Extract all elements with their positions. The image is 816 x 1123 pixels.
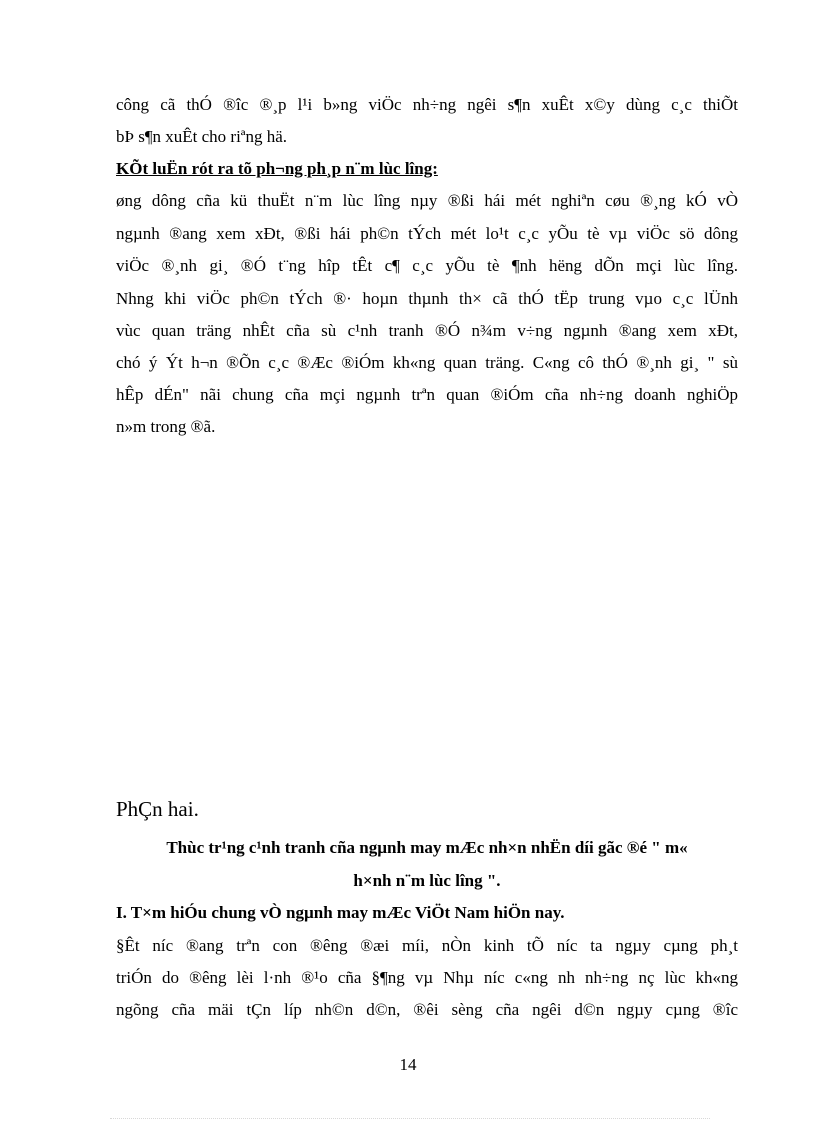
body-line: bÞ s¶n xuÊt cho riªng hä. [116,127,288,146]
page-number: 14 [399,1055,417,1074]
chapter-title-line: Thùc tr¹ng c¹nh tranh cña ngµnh may mÆc nh×n nhËn díi gãc ®é " m« [166,838,688,857]
conclusion-heading: KÕt luËn rót ra tõ ph¬ng ph¸p n¨m lùc lîng: [116,159,438,178]
section-heading: I. T×m hiÓu chung vÒ ngµnh may mÆc ViÖt Nam hiÖn nay. [116,903,565,922]
part-title: PhÇn hai. [116,797,199,821]
body-line: chó ý Ýt h¬n ®Õn c¸c ®Æc ®iÓm kh«ng quan träng. C«ng cô thÓ ®¸nh gi¸ " sù [116,353,738,372]
body-line: ngõng cña mäi tÇn líp nh©n d©n, ®êi sèng cña ngêi d©n ngµy cµng ®îc [116,1000,738,1019]
body-line: hÊp dÉn" nãi chung cña mçi ngµnh trªn quan ®iÓm cña nh÷ng doanh nghiÖp [116,385,738,404]
body-line: công cã thÓ ®îc ®¸p l¹i b»ng viÖc nh÷ng ngêi s¶n xuÊt x©y dùng c¸c thiÕt [116,95,738,114]
body-line: n»m trong ®ã. [116,417,216,436]
body-line: ngµnh ®ang xem xÐt, ®ßi hái ph©n tÝch mét lo¹t c¸c yÕu tè vµ viÖc sö dông [116,224,738,243]
body-line: øng dông cña kü thuËt n¨m lùc lîng nµy ®ßi hái mét nghiªn cøu ®¸ng kÓ vÒ [116,191,738,210]
page-bottom-divider [110,1118,710,1119]
body-line: viÖc ®¸nh gi¸ ®Ó t¨ng hîp tÊt c¶ c¸c yÕu tè ¶nh hëng dÕn mçi lùc lîng. [116,256,738,275]
chapter-title-line: h×nh n¨m lùc lîng ". [353,871,501,890]
body-line: vùc quan träng nhÊt cña sù c¹nh tranh ®Ó n¾m v÷ng ngµnh ®ang xem xÐt, [116,321,738,340]
body-line: triÓn do ®êng lèi l·nh ®¹o cña §¶ng vµ Nhµ níc c«ng nh nh÷ng nç lùc kh«ng [116,968,738,987]
body-line: §Êt níc ®ang trªn con ®êng ®æi míi, nÒn kinh tÕ níc ta ngµy cµng ph¸t [116,936,738,955]
body-line: Nhng khi viÖc ph©n tÝch ®· hoµn thµnh th× cã thÓ tËp trung vµo c¸c lÜnh [116,289,738,308]
